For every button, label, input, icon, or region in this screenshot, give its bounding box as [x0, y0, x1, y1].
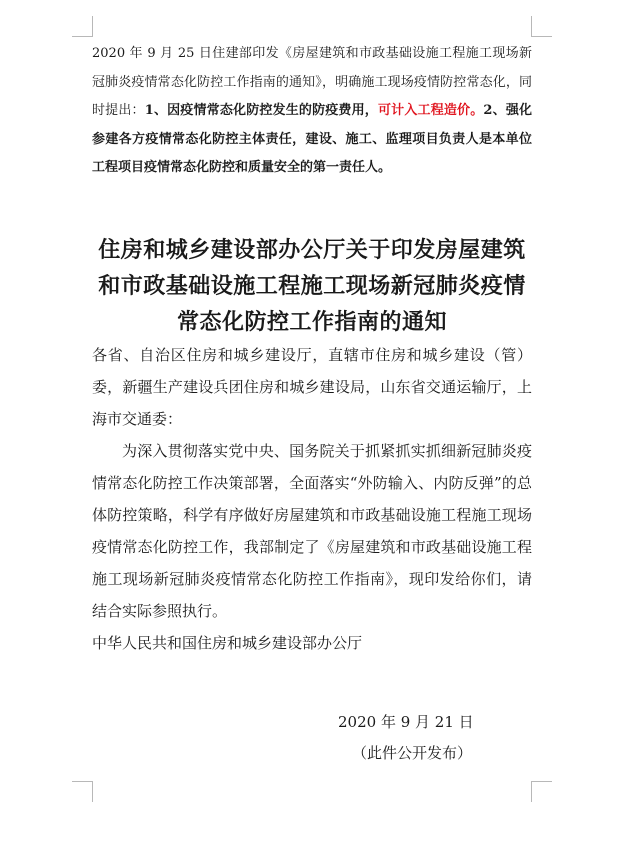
publication-note: （此件公开发布）: [352, 744, 473, 762]
intro-summary: [92, 40, 532, 183]
notice-addressee: 各省、自治区住房和城乡建设厅，直辖市住房和城乡建设（管）委，新疆生产建设兵团住房和城乡建设局，山东省交通运输厅，上海市交通委：: [92, 346, 532, 428]
intro-text: 2020 年 9 月 25 日住建部印发《房屋建筑和市政基础设施工程施工现场新冠肺炎疫情常态化防控工作指南的通知》，明确施工现场疫情防控常态化，同时提出：: [92, 46, 532, 118]
notice-title: 住房和城乡建设部办公厅关于印发房屋建筑和市政基础设施工程施工现场新冠肺炎疫情常态化防控工作指南的通知: [98, 237, 526, 335]
intro-point-1: 1、因疫情常态化防控发生的防疫费用，: [144, 103, 378, 118]
crop-mark-top-right: [531, 16, 552, 37]
notice-paragraph: 为深入贯彻落实党中央、国务院关于抓紧抓实抓细新冠肺炎疫情常态化防控工作决策部署，全面落实“外防输入、内防反弹”的总体防控策略，科学有序做好房屋建筑和市政基础设施工程施工现场疫情常态化防控工作，我部制定了《房屋建筑和市政基础设施工程施工现场新冠肺炎疫情常态化防控工作指南》，现印发给你们，请结合实际参照执行。: [92, 442, 532, 620]
intro-point-2: 建设、施工、监理项目负责人是本单位工程项目疫情常态化防控和质量安全的第一责任人。: [92, 131, 532, 175]
intro-point-1-highlight: 可计入工程造价。: [377, 103, 484, 118]
crop-mark-bottom-right: [531, 781, 552, 802]
notice-issuer: 中华人民共和国住房和城乡建设部办公厅: [92, 634, 363, 652]
crop-mark-top-left: [72, 16, 93, 37]
intro-point-2-label: 2、强化参建各方疫情常态化防控主体责任，: [92, 103, 533, 147]
notice-body: [92, 339, 532, 659]
crop-mark-bottom-left: [72, 781, 93, 802]
notice-date: 2020 年 9 月 21 日: [338, 713, 474, 731]
